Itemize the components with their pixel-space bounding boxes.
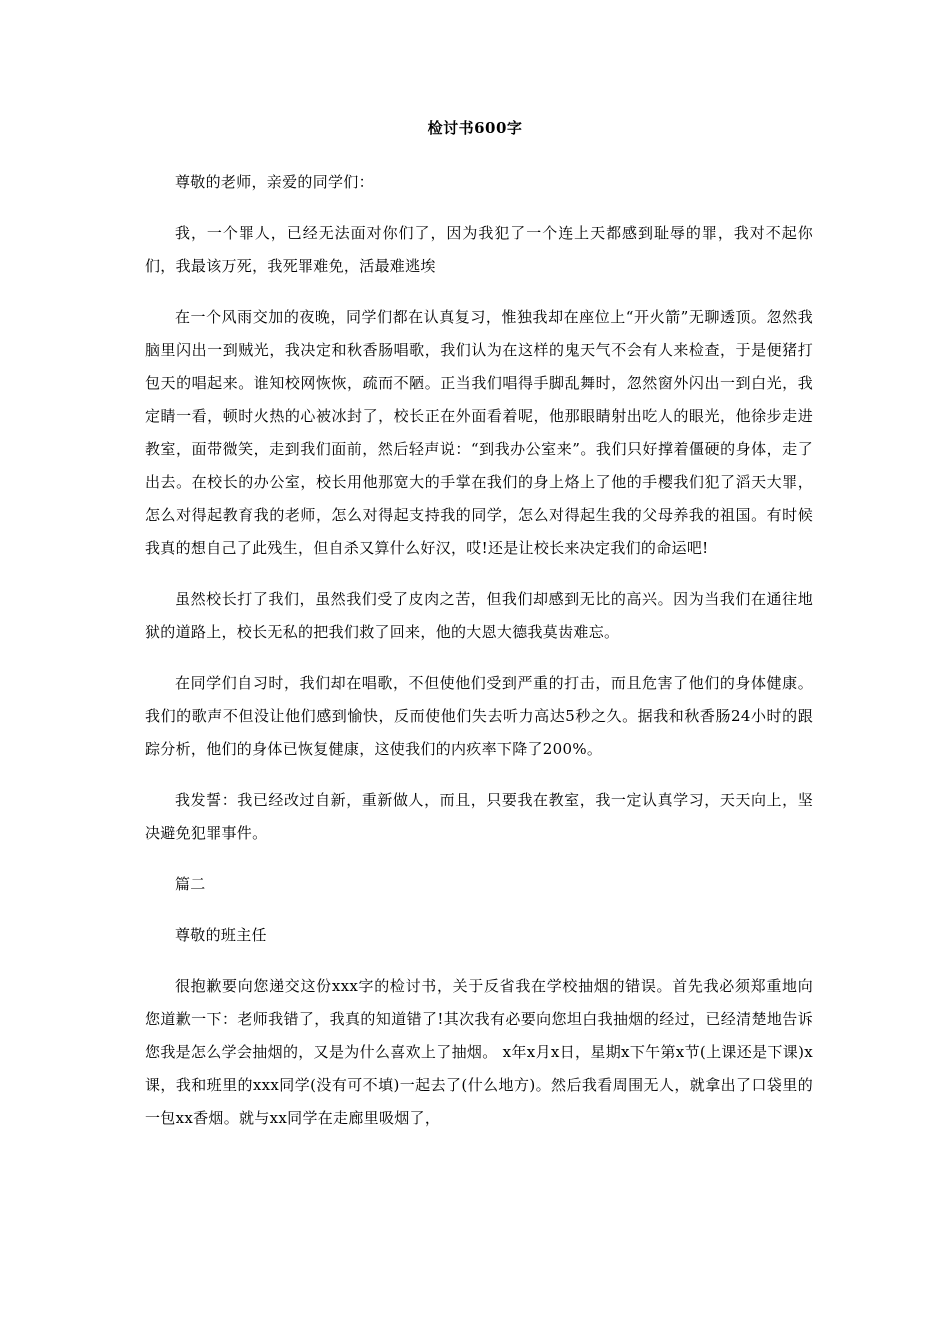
paragraph: 我发誓：我已经改过自新，重新做人，而且，只要我在教室，我一定认真学习，天天向上，坚决避免犯罪事件。 (145, 791, 813, 842)
salutation: 尊敬的老师，亲爱的同学们： (175, 173, 374, 191)
paragraph: 在同学们自习时，我们却在唱歌，不但使他们受到严重的打击，而且危害了他们的身体健康。我们的歌声不但没让他们感到愉快，反而使他们失去听力高达5秒之久。据我和秋香肠24小时的跟踪分析，他们的身体已恢复健康，这使我们的内疚率下降了200%。 (145, 674, 813, 758)
document-body (145, 166, 813, 1153)
paragraph: 在一个风雨交加的夜晚，同学们都在认真复习，惟独我却在座位上“开火箭”无聊透顶。忽然我脑里闪出一到贼光，我决定和秋香肠唱歌，我们认为在这样的鬼天气不会有人来检查，于是便猪打包天的唱起来。谁知校网恢恢，疏而不陋。正当我们唱得手脚乱舞时，忽然窗外闪出一到白光，我定睛一看，顿时火热的心被冰封了，校长正在外面看着呢，他那眼睛射出吃人的眼光，他徐步走进教室，面带微笑，走到我们面前，然后轻声说：“到我办公室来”。我们只好撑着僵硬的身体，走了出去。在校长的办公室，校长用他那宽大的手掌在我们的身上烙上了他的手樱我们犯了滔天大罪，怎么对得起教育我的老师，怎么对得起支持我的同学，怎么对得起生我的父母养我的祖国。有时候我真的想自己了此残生，但自杀又算什么好汉，哎!还是让校长来决定我们的命运吧! (145, 308, 813, 557)
document-title: 检讨书600字 (427, 119, 523, 137)
paragraph: 虽然校长打了我们，虽然我们受了皮肉之苦，但我们却感到无比的高兴。因为当我们在通往地狱的道路上，校长无私的把我们救了回来，他的大恩大德我莫齿难忘。 (145, 590, 813, 641)
paragraph: 我，一个罪人，已经无法面对你们了，因为我犯了一个连上天都感到耻辱的罪，我对不起你们，我最该万死，我死罪难免，活最难逃埃 (145, 224, 813, 275)
salutation: 尊敬的班主任 (175, 926, 267, 944)
section-heading: 篇二 (175, 875, 206, 893)
paragraph: 很抱歉要向您递交这份xxx字的检讨书，关于反省我在学校抽烟的错误。首先我必须郑重地向您道歉一下：老师我错了，我真的知道错了!其次我有必要向您坦白我抽烟的经过，已经清楚地告诉您我是怎么学会抽烟的，又是为什么喜欢上了抽烟。 x年x月x日，星期x下午第x节(上课还是下课)x课，我和班里的xxx同学(没有可不填)一起去了(什么地方)。然后我看周围无人，就拿出了口袋里的一包xx香烟。就与xx同学在走廊里吸烟了， (145, 977, 813, 1127)
